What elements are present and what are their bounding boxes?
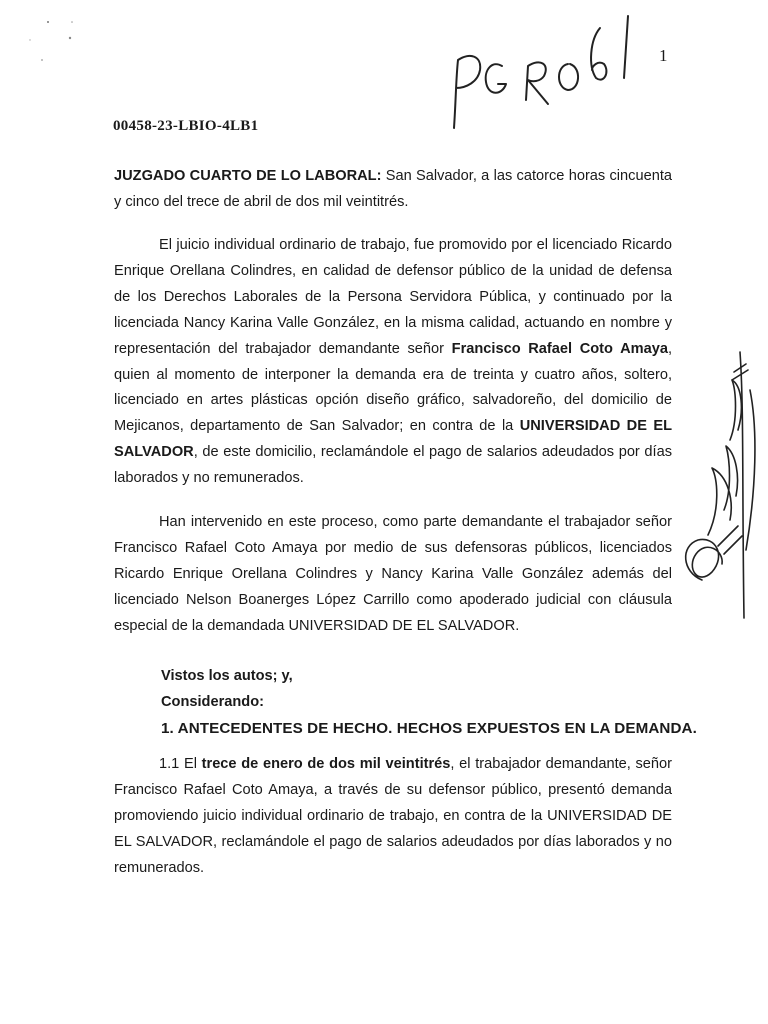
signature — [672, 350, 768, 625]
item-text-1: El — [179, 756, 202, 772]
filing-date: trece de enero de dos mil veintitrés — [201, 756, 451, 772]
court-name: JUZGADO CUARTO DE LO LABORAL: — [114, 168, 382, 184]
worker-name: Francisco Rafael Coto Amaya — [451, 340, 668, 357]
scan-specks — [0, 0, 80, 70]
handwritten-annotation — [440, 8, 660, 143]
paragraph-1-1 — [114, 752, 672, 882]
intro-text: San Salvador, a las catorce horas cincuenta y cinco del trece de abril de dos mil veintitrés. — [114, 168, 672, 210]
case-number: 00458-23-LBIO-4LB1 — [113, 118, 259, 134]
section-1-title: 1. ANTECEDENTES DE HECHO. HECHOS EXPUESTOS EN LA DEMANDA. — [161, 720, 697, 737]
considerando-heading: Considerando: — [161, 694, 264, 710]
vistos-heading: Vistos los autos; y, — [161, 668, 293, 684]
item-text-2: , el trabajador demandante, señor Francisco Rafael Coto Amaya, a través de su defensor público, presentó demanda promoviendo juicio individual ordinario de trabajo, en contra de la UNIVERSIDAD DE EL SALVADOR, reclamándole el pago de salarios adeudados por días laborados y no remunerados. — [114, 756, 672, 876]
defendant-name: UNIVERSIDAD DE EL SALVADOR — [114, 418, 672, 461]
item-number: 1.1 — [159, 756, 180, 772]
paragraph-claim — [114, 233, 672, 492]
claim-text-1: El juicio individual ordinario de trabajo, fue promovido por el licenciado Ricardo Enrique Orellana Colindres, en calidad de defensor público de la unidad de defensa de los Derechos Laborales de la Persona Servidora Pública, y continuado por la licenciada Nancy Karina Valle González, en la misma calidad, actuando en nombre y representación del trabajador demandante señor — [114, 237, 672, 357]
claim-text-3: , de este domicilio, reclamándole el pago de salarios adeudados por días laborados y no remunerados. — [114, 444, 672, 487]
intro-paragraph — [114, 164, 672, 216]
page-number: 1 — [659, 46, 668, 65]
claim-text-2: , quien al momento de interponer la demanda era de treinta y cuatro años, soltero, licenciado en artes plásticas opción diseño gráfico, salvadoreño, del domicilio de Mejicanos, departamento de San Salvador; en contra de la — [114, 340, 672, 435]
paragraph-parties: Han intervenido en este proceso, como parte demandante el trabajador señor Francisco Rafael Coto Amaya por medio de sus defensoras públicos, licenciados Ricardo Enrique Orellana Colindres y Nancy Karina Valle González además del licenciado Nelson Boanerges López Carrillo como apoderado judicial con cláusula especial de la demandada UNIVERSIDAD DE EL SALVADOR. — [114, 514, 672, 634]
